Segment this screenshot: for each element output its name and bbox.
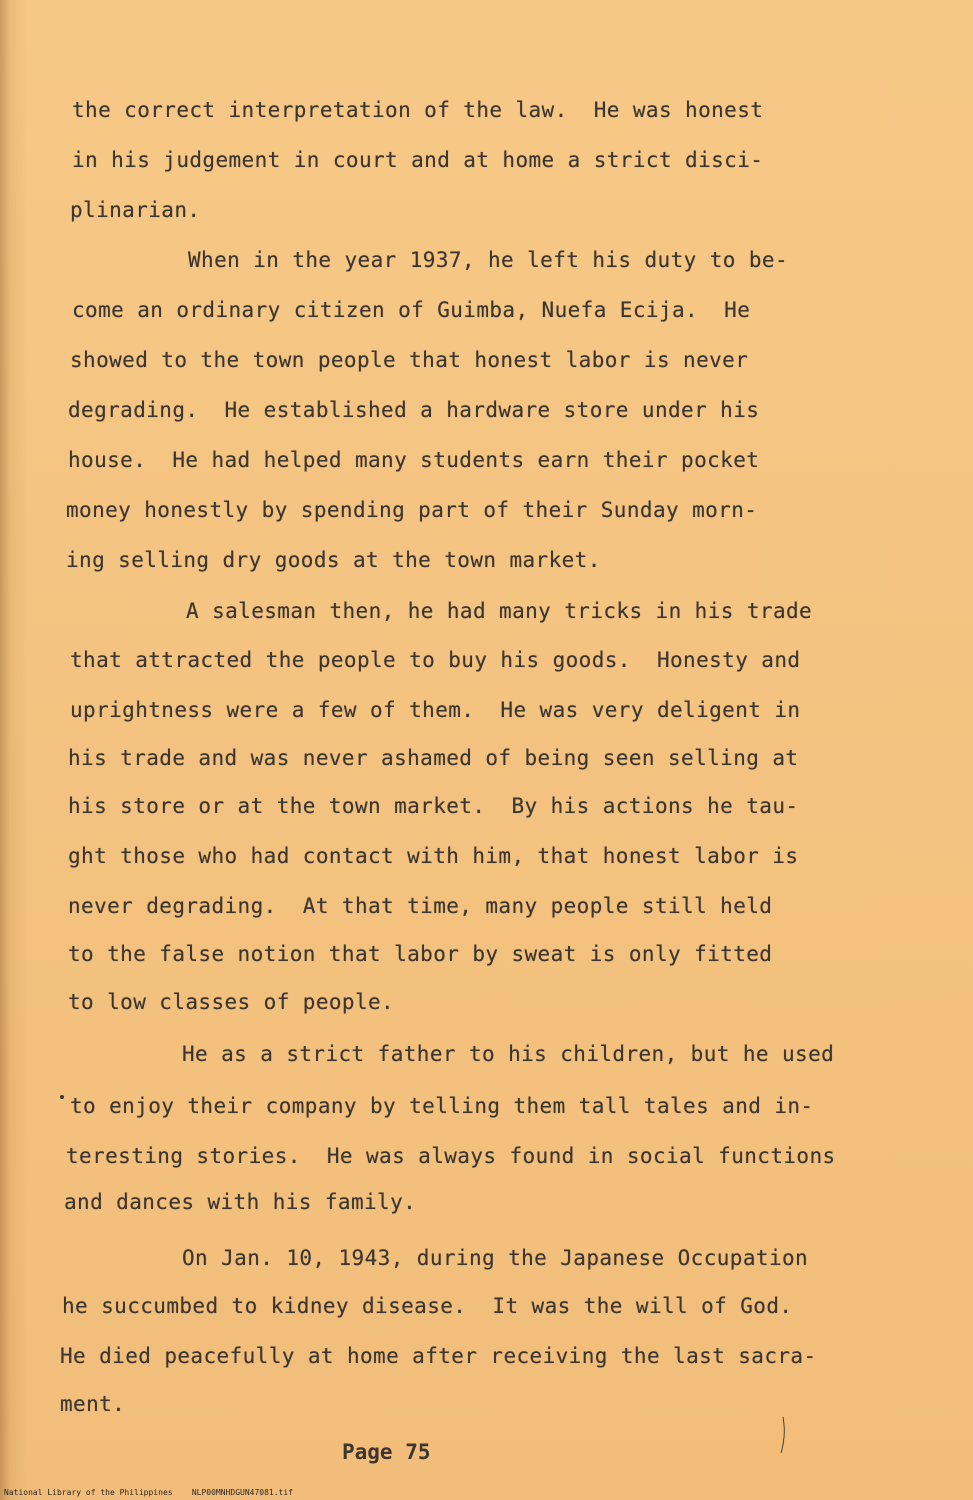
text-line: A salesman then, he had many tricks in his trade bbox=[186, 599, 813, 623]
text-line: teresting stories. He was always found in social functions bbox=[66, 1144, 836, 1168]
stray-mark bbox=[60, 1095, 64, 1099]
text-line: On Jan. 10, 1943, during the Japanese Occupation bbox=[182, 1246, 809, 1270]
text-line: When in the year 1937, he left his duty to be- bbox=[188, 248, 788, 272]
text-line: to the false notion that labor by sweat is only fitted bbox=[68, 942, 773, 966]
text-line: money honestly by spending part of their Sunday morn- bbox=[66, 498, 758, 522]
text-line: his store or at the town market. By his actions he tau- bbox=[68, 794, 799, 818]
text-line: come an ordinary citizen of Guimba, Nuefa Ecija. He bbox=[72, 298, 751, 322]
text-line: ment. bbox=[60, 1392, 126, 1416]
text-line: plinarian. bbox=[70, 198, 201, 222]
text-line: to enjoy their company by telling them tall tales and in- bbox=[70, 1094, 814, 1118]
archive-footer: National Library of the Philippines NLP00MNHDGUN47081.tif bbox=[4, 1488, 293, 1497]
text-line: he succumbed to kidney disease. It was the will of God. bbox=[62, 1294, 793, 1318]
text-line: uprightness were a few of them. He was very deligent in bbox=[70, 698, 801, 722]
text-line: He as a strict father to his children, but he used bbox=[182, 1042, 835, 1066]
text-line: house. He had helped many students earn their pocket bbox=[68, 448, 760, 472]
pencil-mark-icon bbox=[780, 1415, 788, 1455]
text-line: ing selling dry goods at the town market. bbox=[66, 548, 601, 572]
text-line: his trade and was never ashamed of being seen selling at bbox=[68, 746, 799, 770]
text-line: He died peacefully at home after receiving the last sacra- bbox=[60, 1344, 817, 1368]
text-line: showed to the town people that honest labor is never bbox=[70, 348, 749, 372]
text-line: to low classes of people. bbox=[68, 990, 395, 1014]
text-line: in his judgement in court and at home a strict disci- bbox=[72, 148, 764, 172]
text-line: degrading. He established a hardware store under his bbox=[68, 398, 760, 422]
text-line: and dances with his family. bbox=[64, 1190, 417, 1214]
text-line: the correct interpretation of the law. He was honest bbox=[72, 98, 764, 122]
page-number: Page 75 bbox=[342, 1440, 431, 1464]
text-line: ght those who had contact with him, that honest labor is bbox=[68, 844, 799, 868]
text-line: never degrading. At that time, many people still held bbox=[68, 894, 773, 918]
text-line: that attracted the people to buy his goods. Honesty and bbox=[70, 648, 801, 672]
